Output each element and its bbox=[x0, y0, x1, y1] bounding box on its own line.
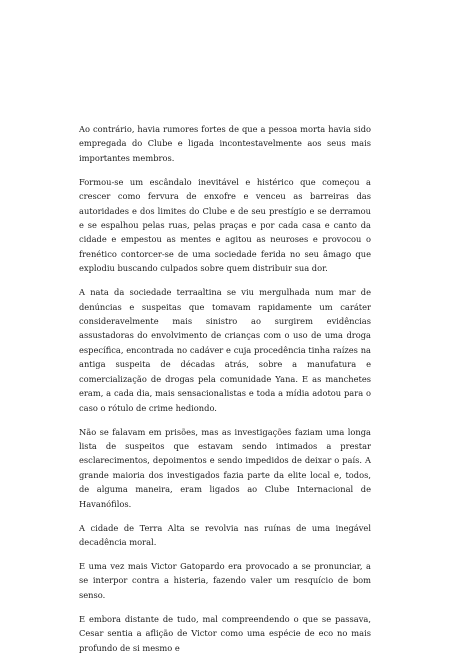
paragraph-5: A cidade de Terra Alta se revolvia nas ruínas de uma inegável decadência moral. bbox=[79, 522, 371, 547]
paragraph-1: Ao contrário, havia rumores fortes de que a pessoa morta havia sido empregada do Clube e ligada incontestavelmente aos seus mais importantes membros. bbox=[79, 124, 371, 163]
paragraph-7: E embora distante de tudo, mal compreendendo o que se passava, Cesar sentia a aflição de Victor como uma espécie de eco no mais profundo de si mesmo e bbox=[79, 613, 371, 653]
paragraph-3: A nata da sociedade terraaltina se viu mergulhada num mar de denúncias e suspeitas que tomavam rapidamente um caráter consideravelmente mais sinistro ao surgirem evidências assustadoras do envolvimento de crianças com o uso de uma droga específica, encontrada no cadáver e cuja procedência tinha raízes na antiga suspeita de décadas atrás, sobre a manufatura e comercialização de drogas pela comunidade Yana. E as manchetes eram, a cada dia, mais sensacionalistas e toda a mídia adotou para o caso o rótulo de crime hediondo. bbox=[79, 287, 371, 413]
body-text bbox=[79, 122, 371, 655]
paragraph-4: Não se falavam em prisões, mas as investigações faziam uma longa lista de suspeitos que estavam sendo intimados a prestar esclarecimentos, depoimentos e sendo impedidos de deixar o país. A grande maioria dos investigados fazia parte da elite local e, todos, de alguma maneira, eram ligados ao Clube Internacional de Havanófilos. bbox=[79, 426, 371, 509]
paragraph-2: Formou-se um escândalo inevitável e histérico que começou a crescer como fervura de enxofre e venceu as barreiras das autoridades e dos limites do Clube e de seu prestígio e se derramou e se espalhou pelas ruas, pelas praças e por cada casa e canto da cidade e empestou as mentes e agitou as neuroses e provocou o frenético contorcer-se de uma sociedade ferida no seu âmago que explodiu buscando culpados sobre quem distribuir sua dor. bbox=[79, 176, 371, 274]
paragraph-6: E uma vez mais Victor Gatopardo era provocado a se pronunciar, a se interpor contra a histeria, fazendo valer um resquício de bom senso. bbox=[79, 560, 371, 600]
